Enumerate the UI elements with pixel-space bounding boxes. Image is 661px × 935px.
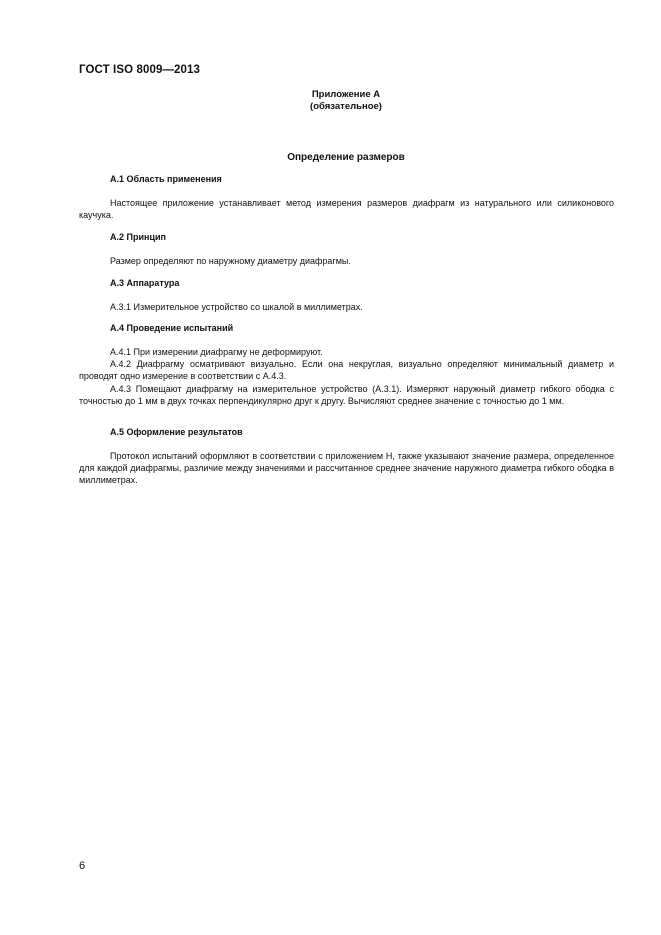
section-a3-heading: А.3 Аппаратура (110, 278, 180, 288)
annex-title: Приложение А (311, 89, 381, 100)
page-number: 6 (79, 860, 86, 872)
section-a5-text: Протокол испытаний оформляют в соответствии с приложением Н, также указывают значение размера, определенное для каждой диафрагмы, различие между значениями и рассчитанное среднее значение наружного диаметра гибкого ободка в миллиметрах. (79, 451, 614, 486)
section-a5-heading: А.5 Оформление результатов (110, 427, 243, 437)
section-a3-text: А.3.1 Измерительное устройство со шкалой в миллиметрах. (110, 302, 363, 312)
section-a4-body (79, 346, 614, 407)
section-a4-paragraph-3: А.4.3 Помещают диафрагму на измерительное устройство (А.3.1). Измеряют наружный диаметр гибкого ободка с точностью до 1 мм в двух точках перпендикулярно друг к другу. Вычисляют среднее значение с точностью до 1 мм. (79, 383, 614, 406)
annex-title-block (0, 89, 661, 113)
annex-status: (обязательное) (310, 101, 382, 112)
section-a4-heading: А.4 Проведение испытаний (110, 323, 234, 333)
section-a2-heading: А.2 Принцип (110, 232, 166, 242)
section-a1-heading: А.1 Область применения (110, 174, 222, 184)
section-a4-paragraph-1: А.4.1 При измерении диафрагму не деформируют. (110, 347, 323, 357)
document-code: ГОСТ ISO 8009—2013 (79, 64, 201, 76)
section-a2-text: Размер определяют по наружному диаметру диафрагмы. (110, 256, 351, 266)
section-a1-text: Настоящее приложение устанавливает метод измерения размеров диафрагм из натурального или силиконового каучука. (79, 198, 614, 221)
annex-heading: Определение размеров (287, 152, 405, 163)
section-a4-paragraph-2: А.4.2 Диафрагму осматривают визуально. Если она некруглая, визуально определяют минимальный диаметр и проводят одно измерение в соответствии с А.4.3. (79, 359, 614, 382)
